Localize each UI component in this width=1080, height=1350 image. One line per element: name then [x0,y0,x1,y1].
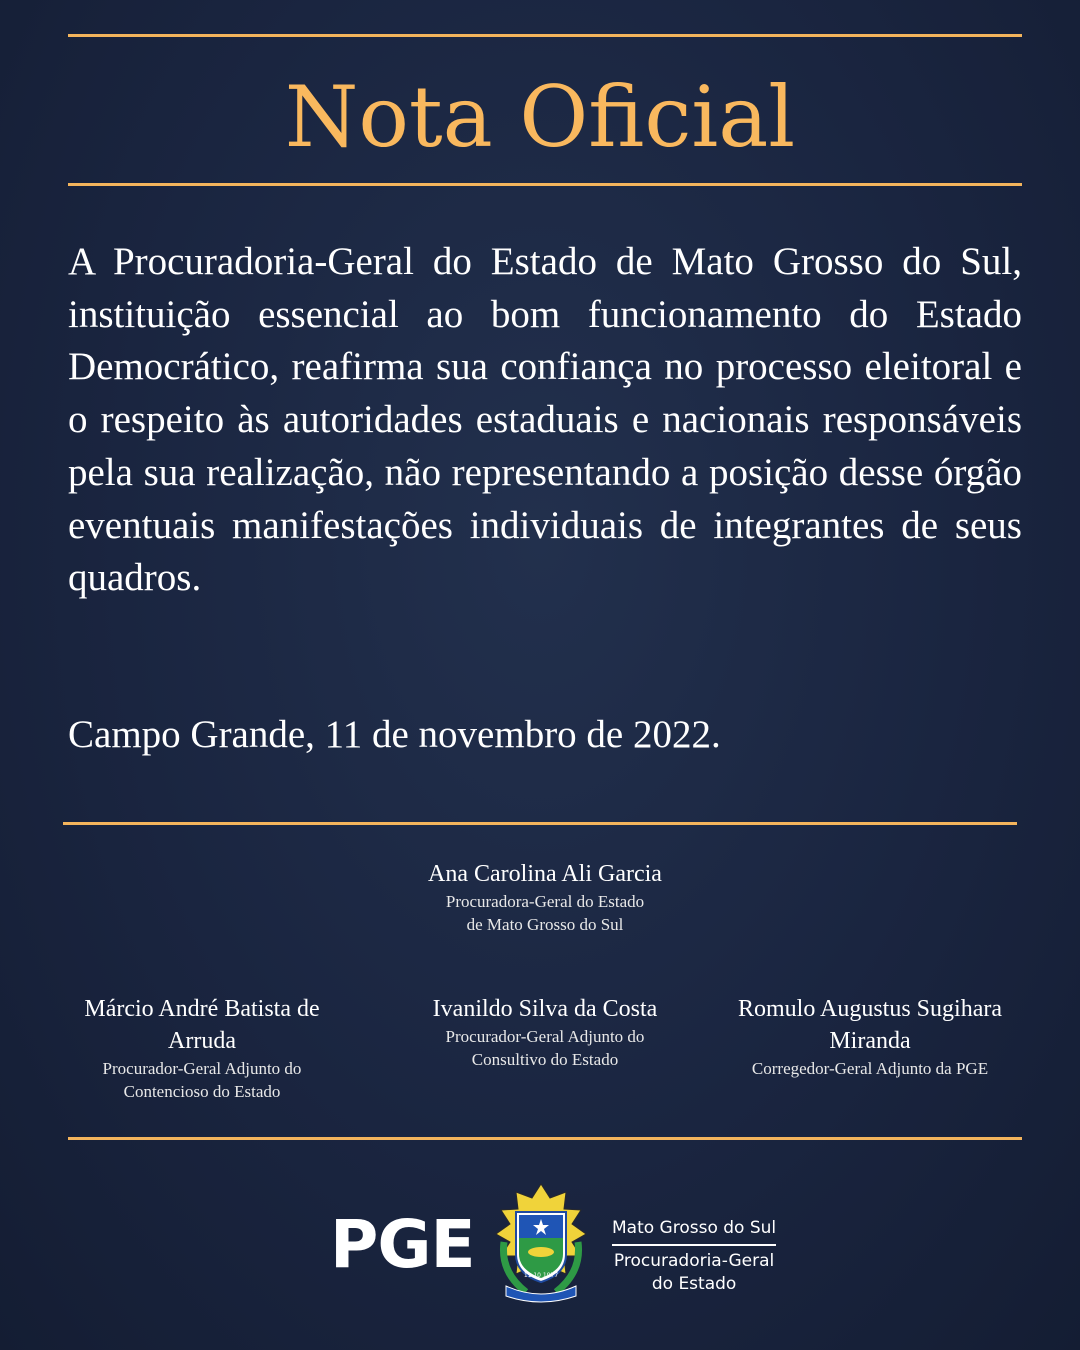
top-divider [68,34,1022,37]
signatory-name: Ana Carolina Ali Garcia [428,861,662,887]
note-date: Campo Grande, 11 de novembro de 2022. [68,713,721,756]
state-coat-of-arms-icon [486,1182,596,1308]
signatory-role: Procurador-Geral Adjunto do Contencioso do Estado [102,1059,302,1101]
signatory-name: Ivanildo Silva da Costa [432,996,658,1022]
signatory-role: Corregedor-Geral Adjunto da PGE [751,1059,989,1078]
note-body: A Procuradoria-Geral do Estado de Mato Grosso do Sul, instituição essencial ao bom funcionamento do Estado Democrático, reafirma sua confiança no processo eleitoral e o respeito às autoridades estaduais e nacionais responsáveis pela sua realização, não representando a posição desse órgão eventuais manifestações individuais de integrantes de seus quadros. [68,240,1022,600]
org-name [612,1216,776,1296]
signatory-name: Márcio André Batista de Arruda [84,996,320,1054]
signatory-left [60,993,344,1103]
footer-logo [0,1180,1080,1310]
state-name: Mato Grosso do Sul [612,1216,776,1246]
page-title: Nota Oficial [284,68,796,166]
signatory-center [395,993,695,1071]
signatory-role: Procurador-Geral Adjunto do Consultivo do Estado [445,1027,645,1069]
footer-divider [68,1137,1022,1140]
signature-divider [63,822,1017,825]
signatory-name: Romulo Augustus Sugihara Miranda [737,996,1002,1054]
signatory-main [370,858,720,936]
title-divider [68,183,1022,186]
crest-year: 11 10 1977 [523,1272,559,1279]
signatory-role: Procuradora-Geral do Estado de Mato Grosso do Sul [445,892,645,934]
signatory-right [730,993,1010,1080]
org-subtitle: Procuradoria-Geral do Estado [613,1251,775,1294]
pge-wordmark: PGE [330,1206,475,1283]
